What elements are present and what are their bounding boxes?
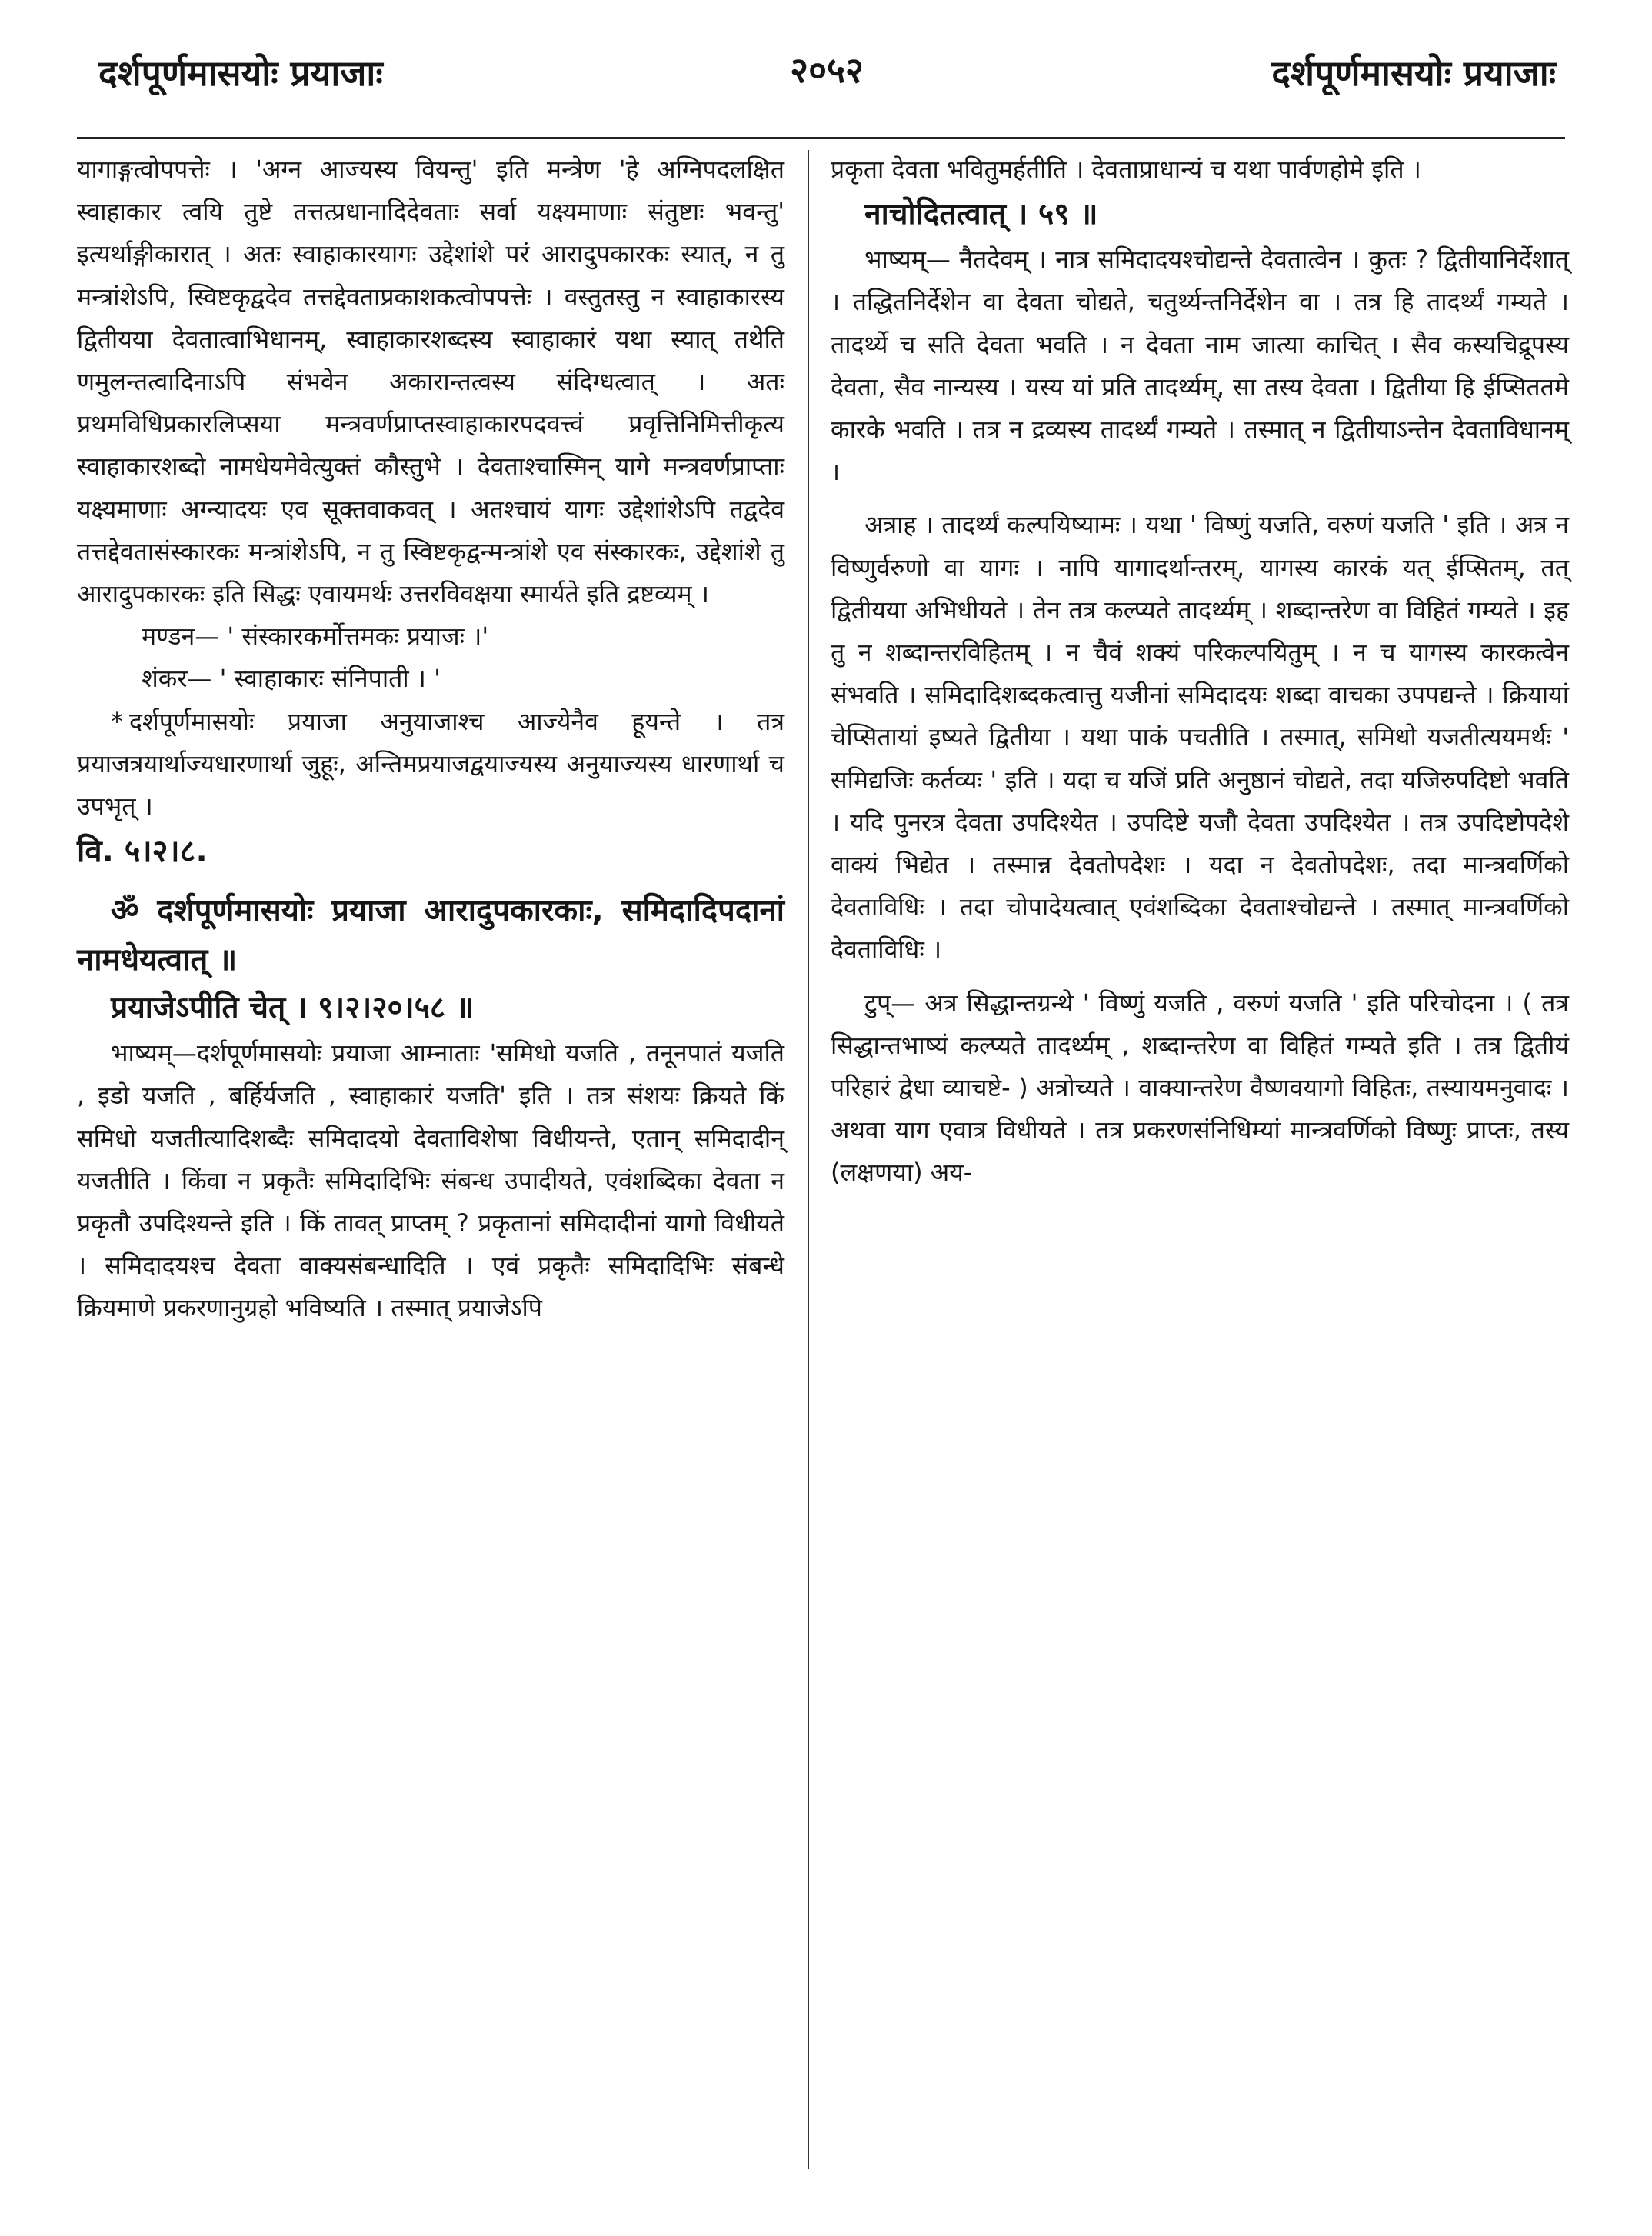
left-paragraph-1: यागाङ्गत्वोपपत्तेः । 'अग्न आज्यस्य वियन्तु' इति मन्त्रेण 'हे अग्निपदलक्षित स्वाहाकार त्वयि तुष्टे तत्तत्प्रधानादिदेवताः सर्वा यक्ष्यमाणाः संतुष्टाः भवन्तु' इत्यर्थाङ्गीकारात् । अतः स्वाहाकारयागः उद्देशांशे परं आरादुपकारकः स्यात्, न तु मन्त्रांशेऽपि, स्विष्टकृद्वदेव तत्तद्देवताप्रकाशकत्वोपपत्तेः । वस्तुतस्तु न स्वाहाकारस्य द्वितीयया देवतात्वाभिधानम्, स्वाहाकारशब्दस्य स्वाहाकारं यथा स्यात् तथेति णमुलन्तत्वादिनाऽपि संभवेन अकारान्तत्वस्य संदिग्धत्वात् । अतः प्रथमविधिप्रकारलिप्सया मन्त्रवर्णप्राप्तस्वाहाकारपदवत्त्वं प्रवृत्तिनिमित्तीकृत्य स्वाहाकारशब्दो नामधेयमेवेत्युक्तं कौस्तुभे । देवताश्चास्मिन् यागे मन्त्रवर्णप्राप्ताः यक्ष्यमाणाः अग्न्यादयः एव सूक्तवाकवत् । अतश्चायं यागः उद्देशांशेऽपि तद्वदेव तत्तद्देवतासंस्कारकः मन्त्रांशेऽपि, न तु स्विष्टकृद्वन्मन्त्रांशे एव संस्कारकः, उद्देशांशे तु आरादुपकारकः इति सिद्धः एवायमर्थः उत्तरविवक्षया स्मार्यते इति द्रष्टव्यम् ।: [77, 155, 784, 609]
bhashya-59: भाष्यम्— नैतदेवम् । नात्र समिदादयश्चोद्यन्ते देवतात्वेन । कुतः ? द्वितीयानिर्देशात् । तद्धितनिर्देशेन वा देवता चोद्यते, चतुर्थ्यन्तनिर्देशेन वा । तत्र हि तादर्थ्यं गम्यते । तादर्थ्ये च सति देवता भवति । न देवता नाम जात्या काचित् । सैव कस्यचिद्रूपस्य देवता, सैव नान्यस्य । यस्य यां प्रति तादर्थ्यम्, सा तस्य देवता । द्वितीया हि ईप्सिततमे कारके भवति । तत्र न द्रव्यस्य तादर्थ्यं गम्यते । तस्मात् न द्वितीयाऽन्तेन देवताविधानम् ।: [831, 245, 1569, 487]
footnote-star: [77, 701, 784, 828]
bhashya-paragraph: भाष्यम्—दर्शपूर्णमासयोः प्रयाजा आम्नाताः 'समिधो यजति , तनूनपातं यजति , इडो यजति , बर्हिर्यजति , स्वाहाकारं यजति' इति । तत्र संशयः क्रियते किं समिधो यजतीत्यादिशब्दैः समिदादयो देवताविशेषा विधीयन्ते, एतान् समिदादीन् यजतीति । किंवा न प्रकृतैः समिदादिभिः संबन्ध उपादीयते, एवंशब्दिका देवता न प्रकृतौ उपदिश्यन्ते इति । किं तावत् प्राप्तम् ? प्रकृतानां समिदादीनां यागो विधीयते । समिदादयश्च देवता वाक्यसंबन्धादिति । एवं प्रकृतैः समिदादिभिः संबन्धे क्रियमाणे प्रकरणानुग्रहो भविष्यति । तस्मात् प्रयाजेऽपि: [77, 1038, 784, 1323]
header-rule: [77, 137, 1565, 139]
reference: वि. ५।२।८.: [77, 834, 208, 870]
star-note-text: दर्शपूर्णमासयोः प्रयाजा अनुयाजाश्च आज्येनैव हूयन्ते । तत्र प्रयाजत्रयार्थाज्यधारणार्था जुहूः, अन्तिमप्रयाजद्वयाज्यस्य अनुयाज्यस्य धारणार्था च उपभृत् ।: [77, 706, 784, 821]
header-right-title: दर्शपूर्णमासयोः प्रयाजाः: [1271, 52, 1556, 94]
sutra-59: नाचोदितत्वात् । ५९ ॥: [864, 197, 1098, 232]
asterisk-icon: *: [111, 706, 123, 736]
running-header: [0, 42, 1652, 119]
atraha-paragraph: अत्राह । तादर्थ्यं कल्पयिष्यामः । यथा ' विष्णुं यजति, वरुणं यजति ' इति । अत्र न विष्णुर्वरुणो वा यागः । नापि यागादर्थान्तरम्, यागस्य कारकं यत् ईप्सितम्, तत् द्वितीयया अभिधीयते । तेन तत्र कल्प्यते तादर्थ्यम् । शब्दान्तरेण वा विहितं गम्यते । इह तु न शब्दान्तरविहितम् । न चैवं शक्यं परिकल्पयितुम् । न च यागस्य कारकत्वेन संभवति । समिदादिशब्दकत्वात्तु यजीनां समिदादयः शब्दा वाचका उपपद्यन्ते । क्रियायां चेप्सितायां इष्यते द्वितीया । यथा पाकं पचतीति । तस्मात्, समिधो यजतीत्ययमर्थः ' समिद्यजिः कर्तव्यः ' इति । यदा च यजिं प्रति अनुष्ठानं चोद्यते, तदा यजिरुपदिष्टो भवति । यदि पुनरत्र देवता उपदिश्येत । उपदिष्टे यजौ देवता उपदिश्येत । तत्र उपदिष्टोपदेशे वाक्यं भिद्येत । तस्मान्न देवतोपदेशः । यदा न देवतोपदेशः, तदा मान्त्रवर्णिको देवताविधिः । तदा चोपादेयत्वात् एवंशब्दिका देवताश्चोद्यन्ते । तस्मात् मान्त्रवर्णिको देवताविधिः ।: [831, 510, 1569, 965]
sutra-58: प्रयाजेऽपीति चेत् । ९।२।२०।५८ ॥: [111, 991, 475, 1026]
om-icon: ॐ: [111, 893, 139, 929]
header-left-title: दर्शपूर्णमासयोः प्रयाजाः: [98, 52, 383, 94]
left-column: [77, 148, 784, 1330]
tup-paragraph: टुप्— अत्र सिद्धान्तग्रन्थे ' विष्णुं यजति , वरुणं यजति ' इति परिचोदना । ( तत्र सिद्धान्तभाष्यं कल्प्यते तादर्थ्यम् , शब्दान्तरेण वा विहितं गम्यते इति । तत्र द्वितीयं परिहारं द्वेधा व्याचष्टे- ) अत्रोच्यते । वाक्यान्तरेण वैष्णवयागो विहितः, तस्यायमनुवादः । अथवा याग एवात्र विधीयते । तत्र प्रकरणसंनिधिम्यां मान्त्रवर्णिको विष्णुः प्राप्तः, तस्य (लक्षणया) अय-: [831, 988, 1569, 1188]
adhikarana-heading: [77, 886, 784, 985]
shankar-note: शंकर— ' स्वाहाकारः संनिपाती । ': [142, 664, 441, 694]
right-paragraph-1: प्रकृता देवता भवितुमर्हतीति । देवताप्राधान्यं च यथा पार्वणहोमे इति ।: [831, 155, 1421, 184]
page-number: २०५२: [790, 49, 864, 91]
adhikarana-title: दर्शपूर्णमासयोः प्रयाजा आरादुपकारकाः, समिदादिपदानां नामधेयत्वात् ॥: [77, 893, 784, 978]
column-divider: [808, 150, 809, 2169]
right-column: [831, 148, 1569, 1195]
mandan-note: मण्डन— ' संस्कारकर्मोत्तमकः प्रयाजः ।': [142, 621, 489, 651]
